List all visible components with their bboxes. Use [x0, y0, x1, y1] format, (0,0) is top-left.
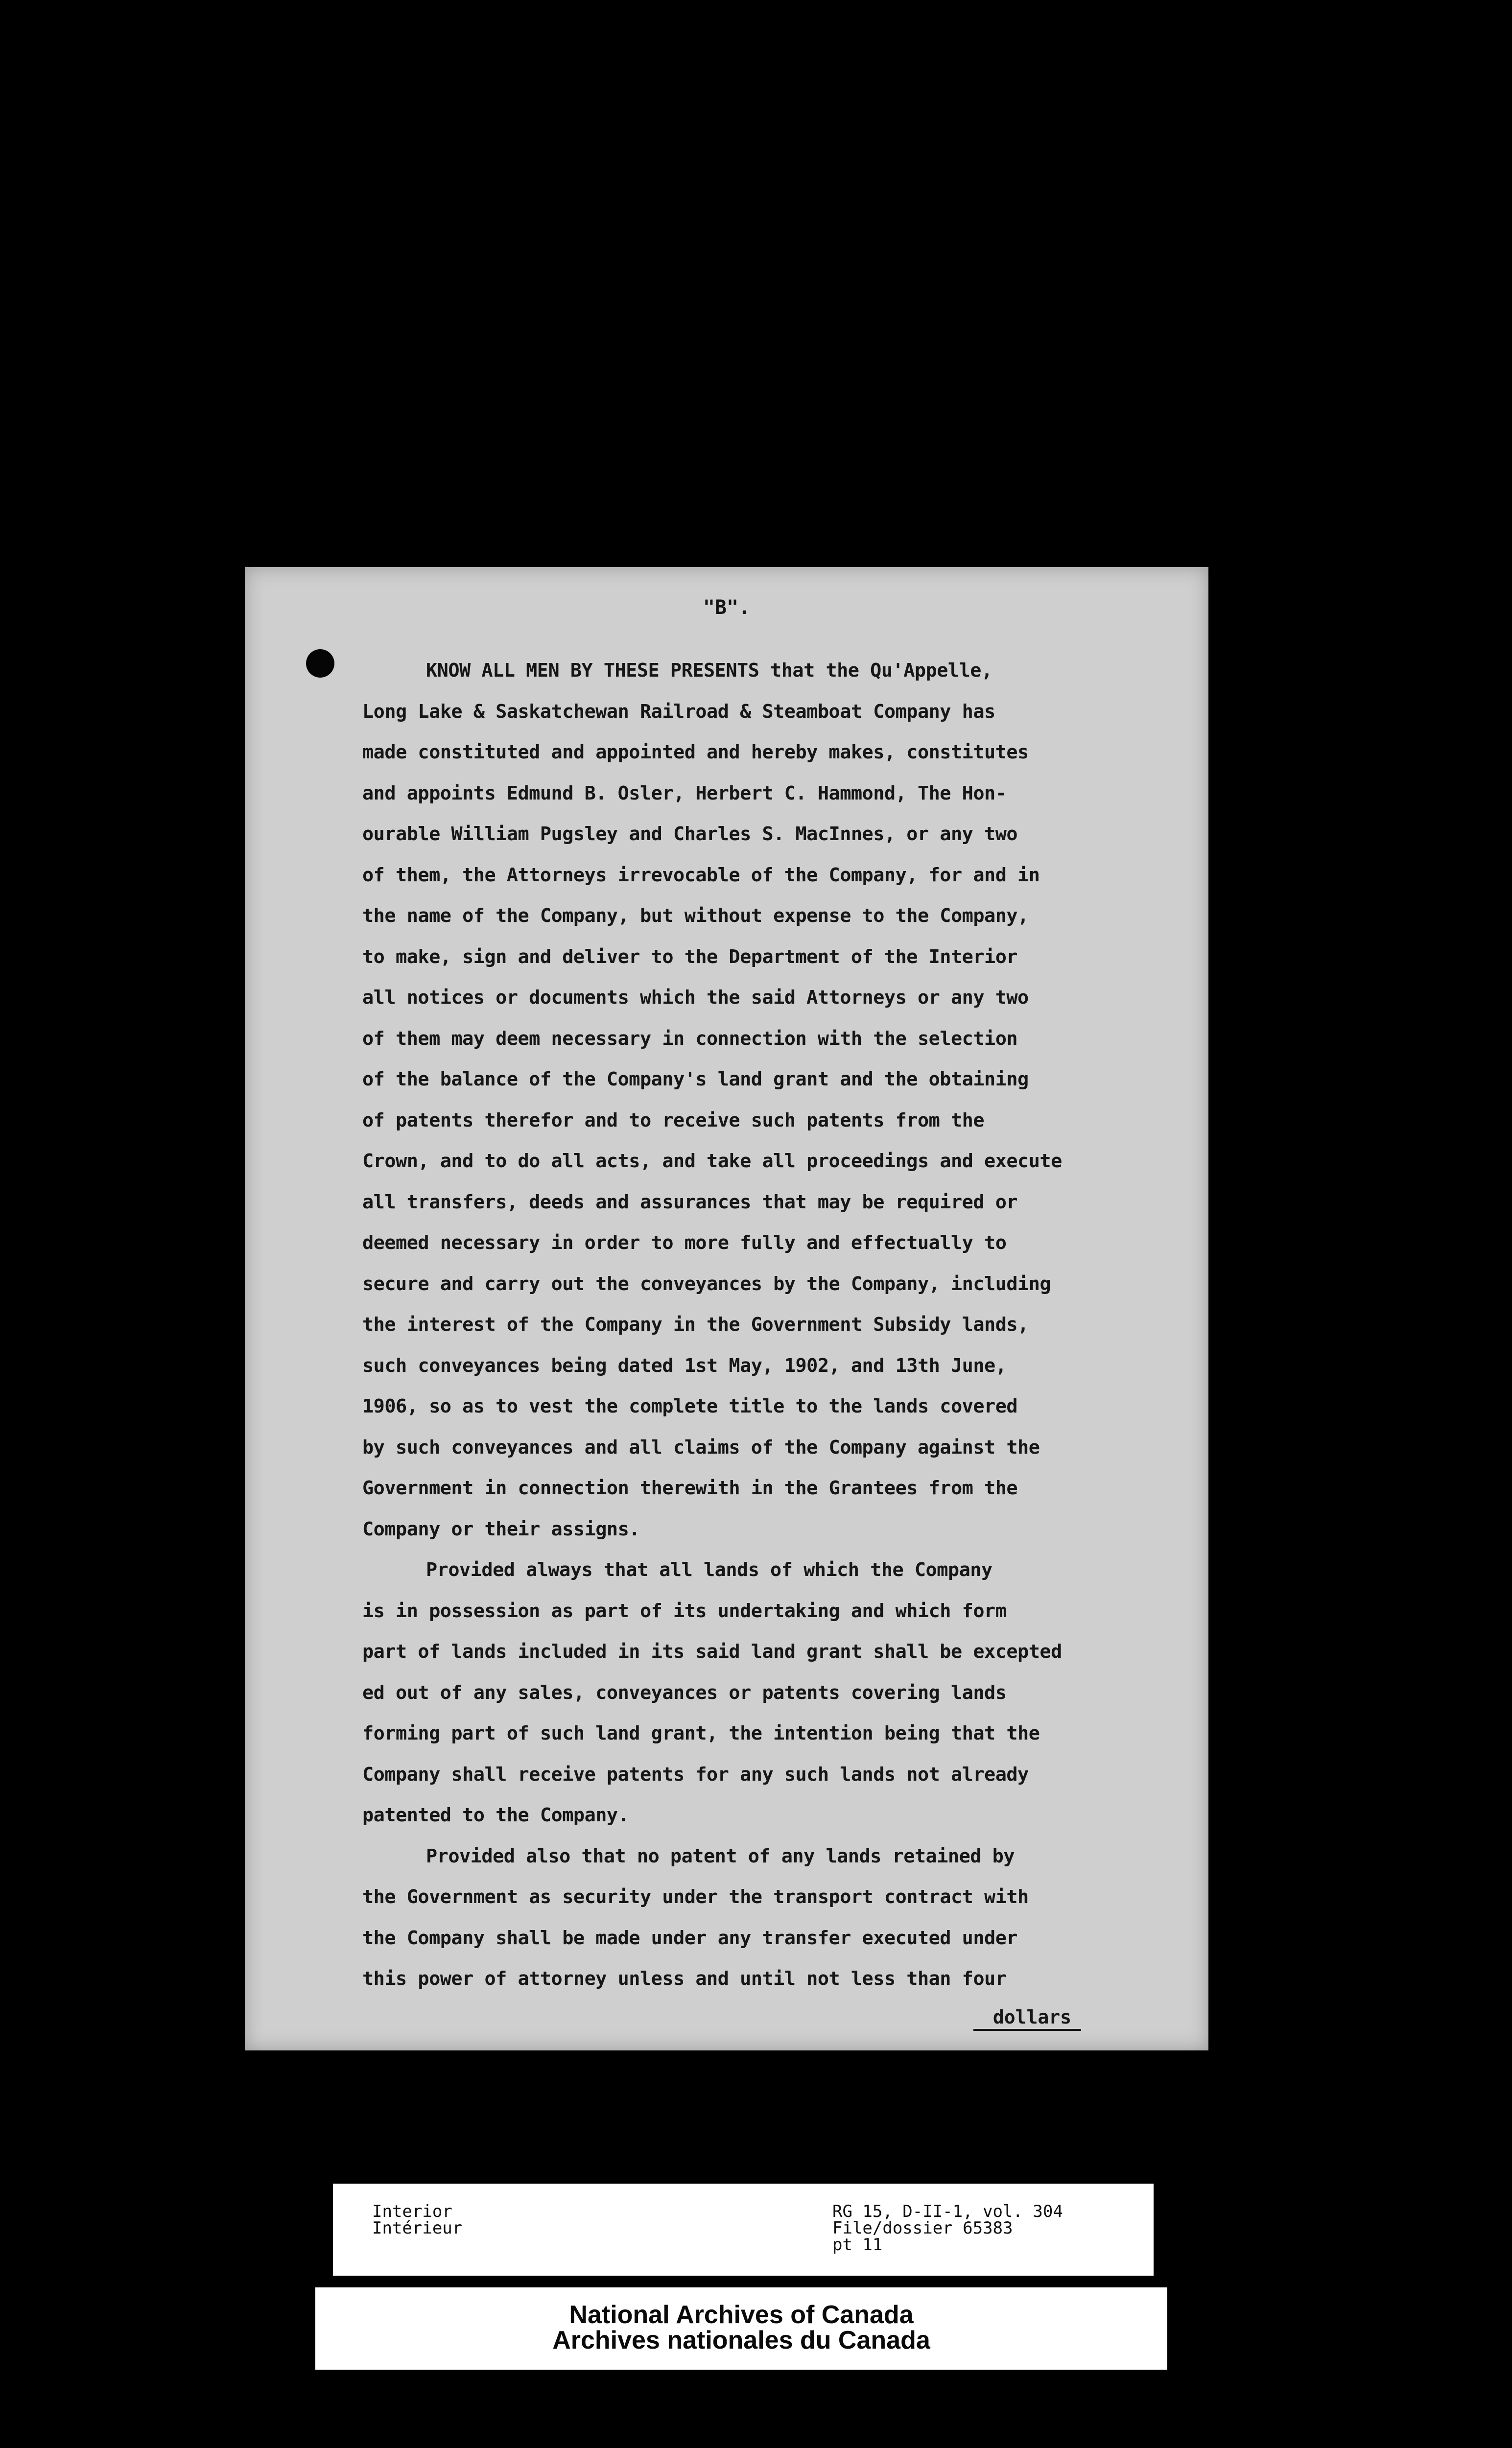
archive-label [315, 2287, 1167, 2370]
text-line: all transfers, deeds and assurances that may be required or [362, 1191, 1018, 1213]
text-line: secure and carry out the conveyances by the Company, including [362, 1272, 1051, 1295]
reference-label [333, 2184, 1154, 2276]
reference-line: pt 11 [832, 2235, 883, 2255]
department-fr: Intérieur [372, 2218, 463, 2238]
text-line: KNOW ALL MEN BY THESE PRESENTS that the Qu'Appelle, [426, 659, 992, 682]
archive-name-fr: Archives nationales du Canada [552, 2326, 930, 2354]
department-en: Interior [372, 2202, 452, 2221]
text-line: is in possession as part of its undertaking and which form [362, 1600, 1007, 1622]
text-line: to make, sign and deliver to the Department of the Interior [362, 945, 1018, 968]
text-line: by such conveyances and all claims of the Company against the [362, 1436, 1040, 1459]
text-line: part of lands included in its said land grant shall be excepted [362, 1641, 1062, 1663]
text-line: and appoints Edmund B. Osler, Herbert C. Hammond, The Hon- [362, 782, 1007, 804]
document-letter: "B". [703, 596, 751, 619]
document-body [362, 650, 1175, 2000]
text-line: the interest of the Company in the Government Subsidy lands, [362, 1314, 1029, 1336]
department-name [372, 2203, 462, 2236]
punch-hole [306, 649, 334, 678]
document-page [245, 567, 1208, 2050]
text-line: this power of attorney unless and until not less than four [362, 1968, 1007, 1990]
text-line: the Company shall be made under any transfer executed under [362, 1927, 1018, 1949]
text-line: Company shall receive patents for any such lands not already [362, 1763, 1029, 1786]
text-line: 1906, so as to vest the complete title to the lands covered [362, 1395, 1018, 1417]
reference-number [832, 2203, 1063, 2253]
text-line: Crown, and to do all acts, and take all proceedings and execute [362, 1150, 1062, 1172]
archive-name-en: National Archives of Canada [569, 2301, 914, 2329]
text-line: deemed necessary in order to more fully and effectually to [362, 1232, 1007, 1254]
text-line: such conveyances being dated 1st May, 1902, and 13th June, [362, 1354, 1007, 1377]
text-line: of the balance of the Company's land grant and the obtaining [362, 1068, 1029, 1090]
text-line: forming part of such land grant, the intention being that the [362, 1722, 1040, 1744]
text-line: of patents therefor and to receive such patents from the [362, 1109, 985, 1131]
catchword: dollars [973, 2006, 1081, 2031]
text-line: ed out of any sales, conveyances or patents covering lands [362, 1681, 1007, 1704]
text-line: Company or their assigns. [362, 1518, 640, 1540]
text-line: all notices or documents which the said Attorneys or any two [362, 987, 1029, 1009]
text-line: ourable William Pugsley and Charles S. MacInnes, or any two [362, 823, 1018, 845]
text-line: Government in connection therewith in the Grantees from the [362, 1477, 1018, 1499]
text-line: of them, the Attorneys irrevocable of the Company, for and in [362, 864, 1040, 886]
text-line: of them may deem necessary in connection with the selection [362, 1027, 1018, 1050]
text-line: the name of the Company, but without expense to the Company, [362, 905, 1029, 927]
reference-line: File/dossier 65383 [832, 2218, 1013, 2238]
reference-line: RG 15, D-II-1, vol. 304 [832, 2202, 1063, 2221]
text-line: Long Lake & Saskatchewan Railroad & Steamboat Company has [362, 700, 995, 723]
text-line: the Government as security under the transport contract with [362, 1886, 1029, 1908]
text-line: Provided also that no patent of any lands retained by [426, 1845, 1015, 1867]
text-line: Provided always that all lands of which the Company [426, 1559, 992, 1581]
text-line: patented to the Company. [362, 1804, 629, 1826]
text-line: made constituted and appointed and hereby makes, constitutes [362, 741, 1029, 763]
